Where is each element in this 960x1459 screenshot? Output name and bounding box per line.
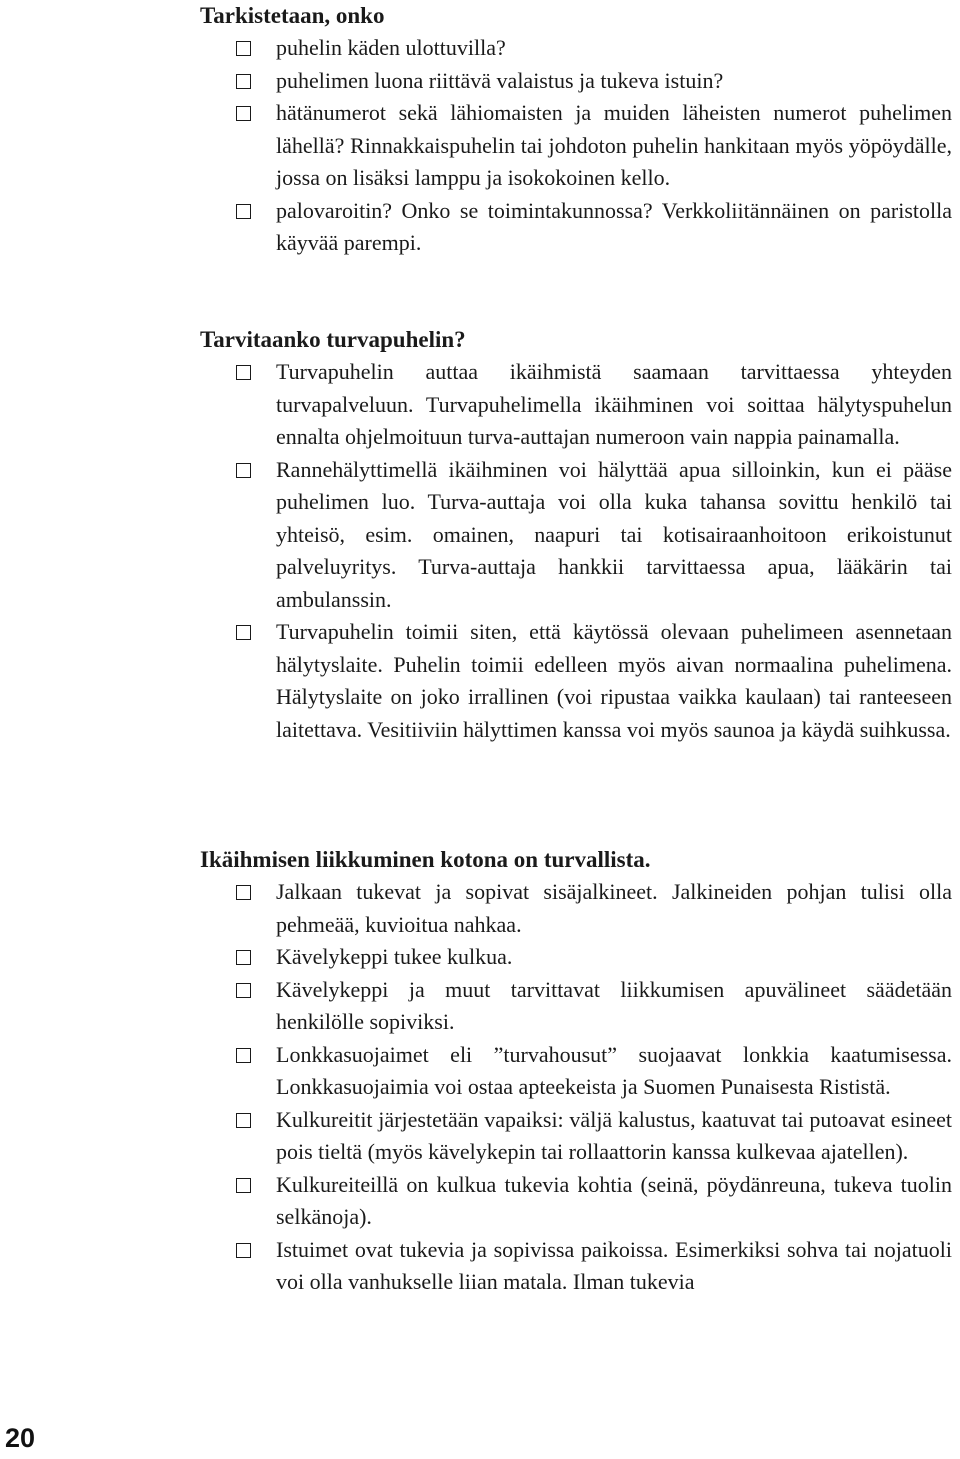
list-item-text: Kulkureiteillä on kulkua tukevia kohtia (seinä, pöydänreuna, tukeva tuolin selkänoja).	[276, 1171, 952, 1229]
checkbox-icon	[236, 1243, 251, 1258]
list-item-text: palovaroitin? Onko se toimintakunnossa? Verkkoliitännäinen on paristolla käyvää parempi.	[276, 197, 952, 255]
list-item	[200, 941, 952, 974]
list-item-text: Rannehälyttimellä ikäihminen voi hälyttää apua silloinkin, kun ei pääse puhelimen luo. Turva-auttaja voi olla kuka tahansa sovittu henkilö tai yhteisö, esim. omainen, naapuri tai kotisairaanhoitoon erikoistunut palveluyritys. Turva-auttaja hankkii tarvittaessa apua, lääkärin tai ambulanssin.	[276, 456, 952, 612]
list-item	[200, 974, 952, 1039]
checklist-phone-check	[200, 32, 952, 260]
list-item	[200, 876, 952, 941]
list-item-text: hätänumerot sekä lähiomaisten ja muiden läheisten numerot puhelimen lähellä? Rinnakkaispuhelin tai johdoton puhelin hankitaan myös yöpöydälle, jossa on lisäksi lamppu ja isokokoinen kello.	[276, 100, 952, 190]
list-item-text: Turvapuhelin auttaa ikäihmistä saamaan tarvittaessa yhteyden turvapalveluun. Turvapuhelimella ikäihminen voi soittaa hälytyspuhelun ennalta ohjelmoituun turva-auttajan numeroon vain nappia painamalla.	[276, 359, 952, 449]
checkbox-icon	[236, 106, 251, 121]
list-item	[200, 97, 952, 195]
checkbox-icon	[236, 885, 251, 900]
list-item	[200, 195, 952, 260]
list-item-text: Lonkkasuojaimet eli ”turvahousut” suojaavat lonkkia kaatumisessa. Lonkkasuojaimia voi ostaa apteekeista ja Suomen Punaisesta Rististä.	[276, 1041, 952, 1099]
list-item	[200, 356, 952, 454]
checkbox-icon	[236, 950, 251, 965]
list-item-text: puhelimen luona riittävä valaistus ja tukeva istuin?	[276, 67, 724, 93]
list-item-text: Jalkaan tukevat ja sopivat sisäjalkineet. Jalkineiden pohjan tulisi olla pehmeää, kuvioitua nahkaa.	[276, 879, 952, 937]
list-item	[200, 65, 952, 98]
list-item	[200, 32, 952, 65]
list-item	[200, 1104, 952, 1169]
list-item-text: Turvapuhelin toimii siten, että käytössä olevaan puhelimeen asennetaan hälytyslaite. Puhelin toimii edelleen myös aivan normaalina puhelimena. Hälytyslaite on joko irrallinen (voi ripustaa vaikka kaulaan) tai ranteeseen laitettava. Vesitiiviin hälyttimen kanssa voi myös saunoa ja käydä suihkussa.	[276, 619, 952, 742]
section-title-moving-at-home: Ikäihmisen liikkuminen kotona on turvallista.	[200, 847, 651, 872]
list-item	[200, 1169, 952, 1234]
section-title-safety-phone: Tarvitaanko turvapuhelin?	[200, 327, 466, 352]
checkbox-icon	[236, 1178, 251, 1193]
checkbox-icon	[236, 1113, 251, 1128]
checkbox-icon	[236, 625, 251, 640]
section-title-phone-check: Tarkistetaan, onko	[200, 3, 385, 28]
list-item-text: Istuimet ovat tukevia ja sopivissa paikoissa. Esimerkiksi sohva tai nojatuoli voi olla vanhukselle liian matala. Ilman tukevia	[276, 1236, 952, 1294]
page-number: 20	[4, 1423, 36, 1453]
checkbox-icon	[236, 74, 251, 89]
list-item	[200, 454, 952, 617]
list-item	[200, 1234, 952, 1299]
checkbox-icon	[236, 41, 251, 56]
checklist-safety-phone	[200, 356, 952, 746]
list-item	[200, 616, 952, 746]
list-item-text: Kulkureitit järjestetään vapaiksi: väljä kalustus, kaatuvat tai putoavat esineet pois tieltä (myös kävelykepin tai rollaattorin kanssa kulkevaa ajatellen).	[276, 1106, 952, 1164]
checklist-moving-at-home	[200, 876, 952, 1299]
list-item-text: puhelin käden ulottuvilla?	[276, 35, 506, 60]
list-item-text: Kävelykeppi tukee kulkua.	[276, 944, 513, 969]
checkbox-icon	[236, 365, 251, 380]
checkbox-icon	[236, 463, 251, 478]
checkbox-icon	[236, 983, 251, 998]
checkbox-icon	[236, 1048, 251, 1063]
list-item-text: Kävelykeppi ja muut tarvittavat liikkumisen apuvälineet säädetään henkilölle sopiviksi.	[276, 976, 952, 1034]
list-item	[200, 1039, 952, 1104]
checkbox-icon	[236, 204, 251, 219]
